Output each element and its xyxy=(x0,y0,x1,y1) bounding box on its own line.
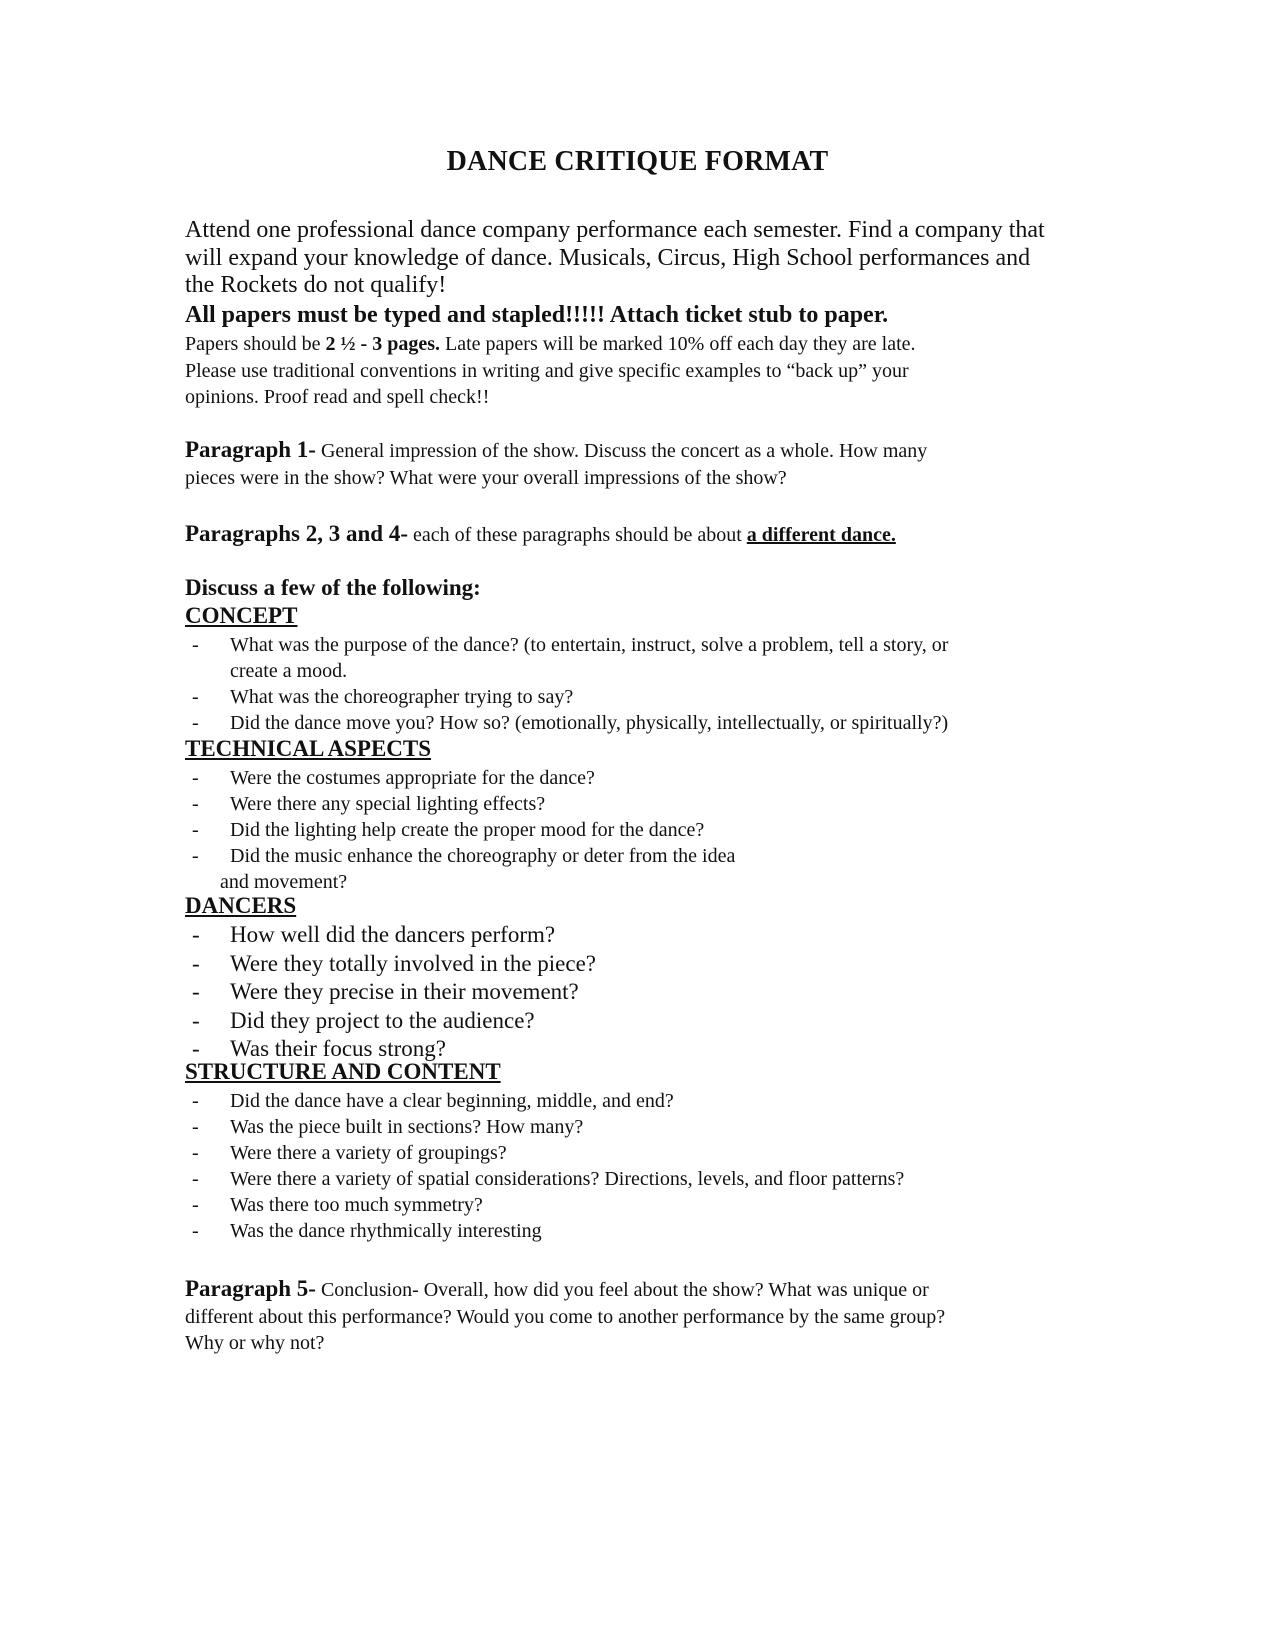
list-item-text: What was the choreographer trying to say? xyxy=(230,686,574,708)
bullet-dash: - xyxy=(192,845,199,867)
list-item-text: Were there any special lighting effects? xyxy=(230,793,546,815)
bullet-dash: - xyxy=(192,922,200,947)
list-item xyxy=(0,765,1275,791)
list-item xyxy=(0,1088,1275,1114)
list-item-continuation xyxy=(0,869,1275,895)
paragraph-1-instructions xyxy=(185,437,927,491)
intro-line: Attend one professional dance company performance each semester. Find a company that xyxy=(185,217,1045,243)
paragraph-1-text: General impression of the show. Discuss the concert as a whole. How many xyxy=(315,440,928,462)
list-item-text: and movement? xyxy=(220,871,348,893)
bullet-dash: - xyxy=(192,767,199,789)
paragraph-5-line: Why or why not? xyxy=(185,1332,325,1354)
paragraphs-2-4-instructions xyxy=(185,521,896,547)
technical-aspects-list xyxy=(0,765,1275,895)
list-item xyxy=(0,1218,1275,1244)
bullet-dash: - xyxy=(192,1168,199,1190)
bullet-dash: - xyxy=(192,979,200,1004)
requirements-prefix: Papers should be xyxy=(185,333,326,355)
list-item xyxy=(0,710,1275,736)
structure-content-list xyxy=(0,1088,1275,1244)
bullet-dash: - xyxy=(192,1036,200,1061)
list-item xyxy=(0,817,1275,843)
typed-notice: All papers must be typed and stapled!!!!! Attach ticket stub to paper. xyxy=(185,302,889,328)
intro-line: the Rockets do not qualify! xyxy=(185,272,447,298)
bullet-dash: - xyxy=(192,1090,199,1112)
paragraph-1-heading: Paragraph 1- xyxy=(185,437,316,462)
list-item-continuation xyxy=(0,658,1275,684)
requirements-line xyxy=(185,331,916,358)
bullet-dash: - xyxy=(192,1007,200,1033)
list-item xyxy=(0,1114,1275,1140)
paragraph-5-line xyxy=(185,1276,945,1304)
bullet-dash: - xyxy=(192,712,199,734)
technical-aspects-heading: TECHNICAL ASPECTS xyxy=(185,736,432,761)
list-item xyxy=(0,843,1275,869)
list-item-text: Was the piece built in sections? How many? xyxy=(230,1116,584,1138)
bullet-dash: - xyxy=(192,1116,199,1138)
list-item-text: Was their focus strong? xyxy=(230,1036,446,1061)
requirements-line: opinions. Proof read and spell check!! xyxy=(185,386,490,408)
list-item-text: How well did the dancers perform? xyxy=(230,922,556,947)
list-item-text: Did they project to the audience? xyxy=(230,1007,535,1033)
requirements-paragraph xyxy=(185,331,916,411)
paragraph-1-line xyxy=(185,437,927,465)
paragraph-5-instructions xyxy=(185,1276,945,1357)
list-item xyxy=(0,921,1275,950)
page-count: 2 ½ - 3 pages. xyxy=(325,333,440,355)
bullet-dash: - xyxy=(192,1194,199,1216)
dancers-heading: DANCERS xyxy=(185,893,297,918)
list-item-text: Was there too much symmetry? xyxy=(230,1194,483,1216)
list-item-text: Were there a variety of groupings? xyxy=(230,1142,507,1164)
bullet-dash: - xyxy=(192,793,199,815)
list-item xyxy=(0,1192,1275,1218)
list-item-text: create a mood. xyxy=(230,660,348,682)
concept-list xyxy=(0,632,1275,736)
paragraph-5-text: Conclusion- Overall, how did you feel about the show? What was unique or xyxy=(315,1279,929,1301)
list-item-text: Did the music enhance the choreography or deter from the idea xyxy=(230,845,736,867)
paragraph-5-heading: Paragraph 5- xyxy=(185,1276,316,1301)
discuss-heading: Discuss a few of the following: xyxy=(185,575,481,600)
list-item xyxy=(0,1140,1275,1166)
bullet-dash: - xyxy=(192,1220,199,1242)
bullet-dash: - xyxy=(192,686,199,708)
list-item xyxy=(0,684,1275,710)
requirements-line: Please use traditional conventions in writing and give specific examples to “back up” your xyxy=(185,359,909,382)
paragraph-1-line: pieces were in the show? What were your overall impressions of the show? xyxy=(185,466,787,489)
list-item xyxy=(0,632,1275,658)
bullet-dash: - xyxy=(192,634,199,656)
list-item-text: Did the dance have a clear beginning, middle, and end? xyxy=(230,1090,674,1112)
different-dance-emphasis: a different dance. xyxy=(746,524,896,546)
list-item xyxy=(0,1007,1275,1036)
list-item-text: Did the dance move you? How so? (emotionally, physically, intellectually, or spiritually?) xyxy=(230,712,949,734)
list-item xyxy=(0,978,1275,1007)
intro-line: will expand your knowledge of dance. Musicals, Circus, High School performances and xyxy=(185,244,1031,271)
dancers-list xyxy=(0,921,1275,1064)
late-policy: Late papers will be marked 10% off each day they are late. xyxy=(440,333,916,355)
list-item-text: Did the lighting help create the proper mood for the dance? xyxy=(230,819,705,841)
bullet-dash: - xyxy=(192,1142,199,1164)
intro-paragraph xyxy=(185,217,1045,300)
list-item-text: What was the purpose of the dance? (to entertain, instruct, solve a problem, tell a story, or xyxy=(230,634,949,656)
list-item xyxy=(0,950,1275,979)
bullet-dash: - xyxy=(192,950,200,976)
paragraphs-2-4-heading: Paragraphs 2, 3 and 4- xyxy=(185,521,408,546)
structure-content-heading: STRUCTURE AND CONTENT xyxy=(185,1059,501,1084)
page-title: DANCE CRITIQUE FORMAT xyxy=(446,146,829,177)
list-item-text: Were the costumes appropriate for the dance? xyxy=(230,767,595,789)
list-item-text: Was the dance rhythmically interesting xyxy=(230,1220,542,1242)
list-item xyxy=(0,1166,1275,1192)
concept-heading: CONCEPT xyxy=(185,603,298,628)
paragraphs-2-4-text: each of these paragraphs should be about xyxy=(408,524,747,546)
list-item-text: Were they precise in their movement? xyxy=(230,979,579,1004)
bullet-dash: - xyxy=(192,819,199,841)
list-item-text: Were they totally involved in the piece? xyxy=(230,950,597,976)
list-item-text: Were there a variety of spatial considerations? Directions, levels, and floor patterns? xyxy=(230,1168,905,1190)
paragraph-5-line: different about this performance? Would you come to another performance by the same group? xyxy=(185,1305,946,1328)
list-item xyxy=(0,791,1275,817)
